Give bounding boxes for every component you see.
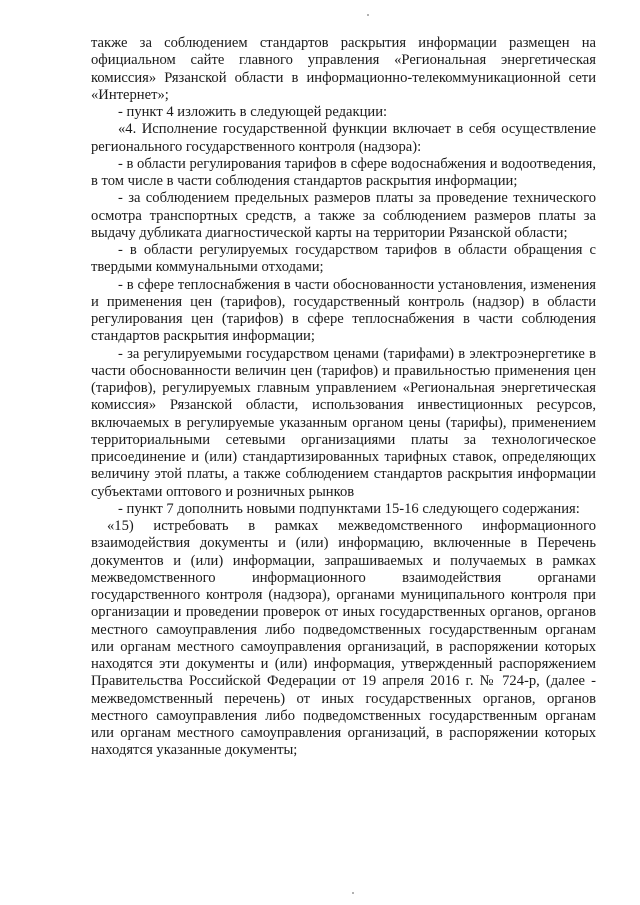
scan-speck — [367, 14, 369, 16]
scan-speck — [352, 892, 354, 894]
paragraph-subpoint-15: «15) истребовать в рамках межведомственного информационного взаимодействия документы и (или) информацию, включенные в Перечень документов и (или) информации, запрашиваемых и получаемых в рамках межведомственного информационного взаимодействия органами государственного контроля (надзора), органами муниципального контроля при организации и проведении проверок от иных государственных органов, органов местного самоуправления либо подведомственных государственным органам или органам местного самоуправления организаций, в распоряжении которых находятся эти документы и (или) информация, утвержденный распоряжением Правительства Российской Федерации от 19 апреля 2016 г. № 724-р, (далее - межведомственный перечень) от иных государственных органов, органов местного самоуправления либо подведомственных государственным органам или органам местного самоуправления организаций, в распоряжении которых находятся указанные документы; — [91, 518, 596, 759]
list-item-electricity: - за регулируемыми государством ценами (тарифами) в электроэнергетике в части обоснованности величин цен (тарифов) и правильностью применения цен (тарифов), регулируемых главным управлением «Региональная энергетическая комиссия» Рязанской области, использования инвестиционных ресурсов, включаемых в регулируемые указанным органом цены (тарифы), применением территориальными сетевыми организациями платы за технологическое присоединение и (или) стандартизированных тарифных ставок, определяющих величину этой платы, а также соблюдением стандартов раскрытия информации субъектами оптового и розничных рынков — [91, 345, 596, 500]
paragraph-point-4-text: «4. Исполнение государственной функции включает в себя осуществление регионального государственного контроля (надзора): — [91, 121, 596, 155]
list-item-technical-inspection: - за соблюдением предельных размеров платы за проведение технического осмотра транспортных средств, а также за соблюдением размеров платы за выдачу дубликата диагностической карты на территории Рязанской области; — [91, 190, 596, 241]
list-item-water-tariffs: - в области регулирования тарифов в сфере водоснабжения и водоотведения, в том числе в части соблюдения стандартов раскрытия информации; — [91, 155, 596, 189]
paragraph-continuation: также за соблюдением стандартов раскрытия информации размещен на официальном сайте главного управления «Региональная энергетическая комиссия» Рязанской области в информационно-телекоммуникационной сети «Интернет»; — [91, 35, 596, 103]
paragraph-amendment-point-7: - пункт 7 дополнить новыми подпунктами 15-16 следующего содержания: — [118, 500, 580, 517]
list-item-waste-tariffs: - в области регулируемых государством тарифов в области обращения с твердыми коммунальными отходами; — [91, 242, 596, 276]
document-body — [91, 35, 596, 760]
list-item-heat-supply: - в сфере теплоснабжения в части обоснованности установления, изменения и применения цен (тарифов), государственный контроль (надзор) в области регулирования цен (тарифов) в сфере теплоснабжения в части соблюдения стандартов раскрытия информации; — [91, 276, 596, 345]
paragraph-amendment-point-4: - пункт 4 изложить в следующей редакции: — [118, 104, 388, 120]
